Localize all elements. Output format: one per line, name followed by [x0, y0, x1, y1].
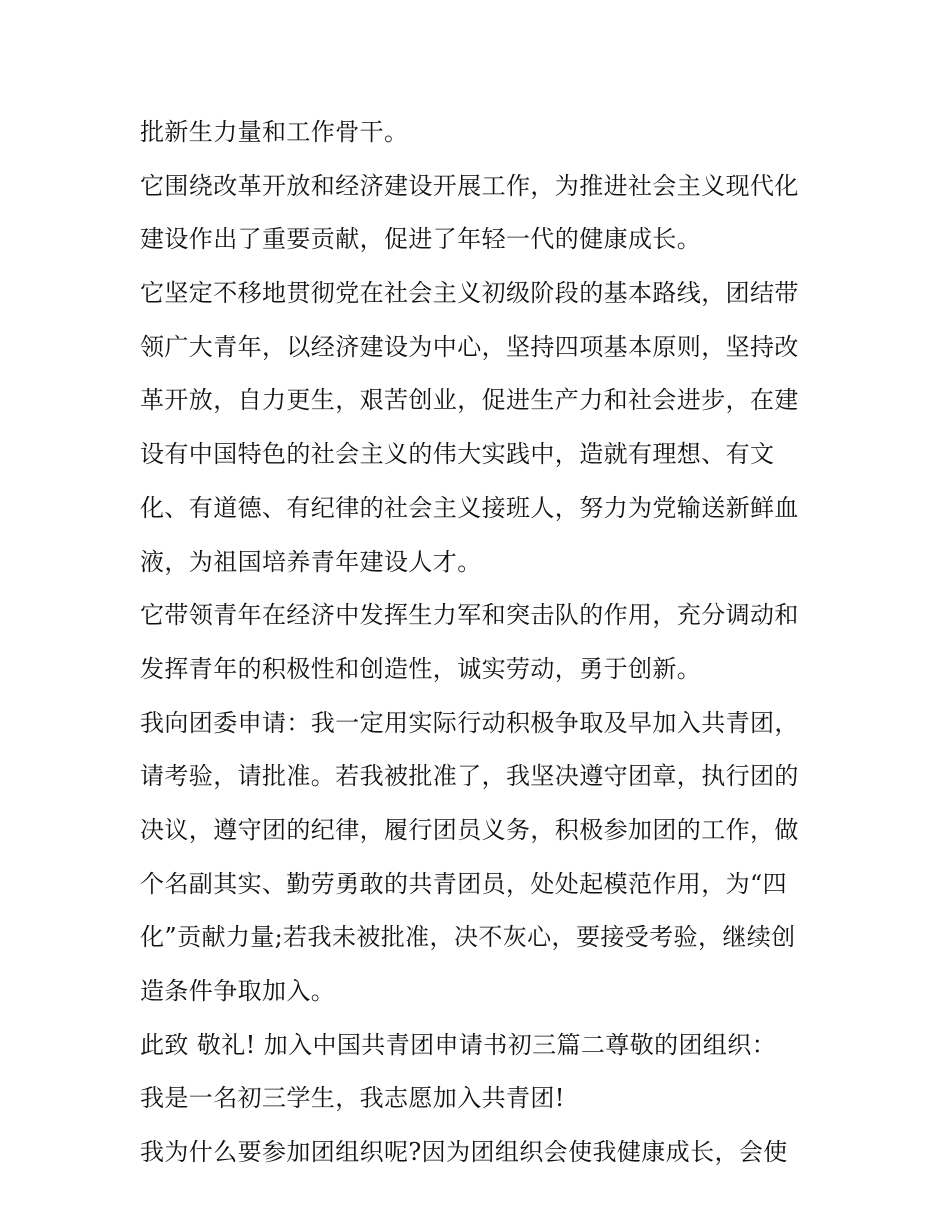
text-line: 革开放，自力更生，艰苦创业，促进生产力和社会进步，在建 — [140, 386, 799, 415]
text-line: 此致 敬礼! 加入中国共青团申请书初三篇二尊敬的团组织： — [140, 1030, 777, 1059]
text-line: 化”贡献力量;若我未被批准，决不灰心，要接受考验，继续创 — [140, 923, 796, 952]
text-line: 我向团委申请：我一定用实际行动积极争取及早加入共青团， — [140, 708, 799, 737]
text-line: 请考验，请批准。若我被批准了，我坚决遵守团章，执行团的 — [140, 762, 799, 791]
text-line: 发挥青年的积极性和创造性，诚实劳动，勇于创新。 — [140, 654, 702, 683]
text-line: 液，为祖国培养青年建设人才。 — [140, 547, 482, 576]
text-line: 领广大青年，以经济建设为中心，坚持四项基本原则，坚持改 — [140, 332, 799, 361]
text-line: 它坚定不移地贯彻党在社会主义初级阶段的基本路线，团结带 — [140, 279, 799, 308]
text-line: 个名副其实、勤劳勇敢的共青团员，处处起模范作用，为“四 — [140, 869, 788, 898]
text-line: 批新生力量和工作骨干。 — [140, 118, 409, 146]
text-line: 设有中国特色的社会主义的伟大实践中，造就有理想、有文 — [140, 440, 775, 469]
document-body — [140, 106, 820, 1180]
text-line: 它围绕改革开放和经济建设开展工作，为推进社会主义现代化 — [140, 171, 799, 200]
text-line: 造条件争取加入。 — [140, 977, 336, 1005]
text-line: 我为什么要参加团组织呢?因为团组织会使我健康成长，会使 — [140, 1138, 788, 1167]
text-line: 我是一名初三学生，我志愿加入共青团! — [140, 1084, 565, 1113]
text-line: 建设作出了重要贡献，促进了年轻一代的健康成长。 — [140, 225, 702, 254]
text-line: 它带领青年在经济中发挥生力军和突击队的作用，充分调动和 — [140, 601, 799, 630]
text-line: 化、有道德、有纪律的社会主义接班人，努力为党输送新鲜血 — [140, 493, 799, 522]
text-line: 决议，遵守团的纪律，履行团员义务，积极参加团的工作，做 — [140, 815, 799, 844]
